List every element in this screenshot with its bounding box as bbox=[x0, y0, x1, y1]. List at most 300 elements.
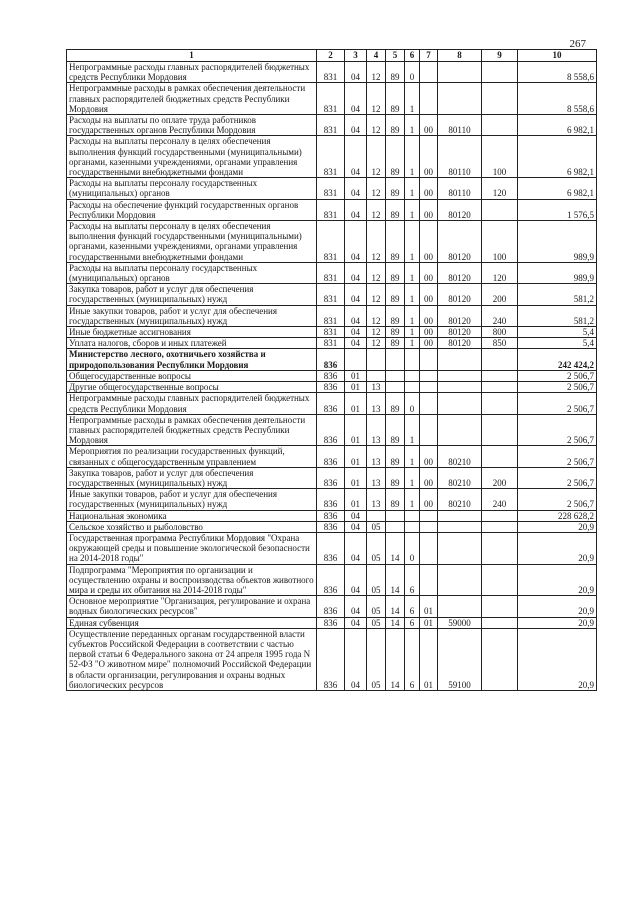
event-code-cell bbox=[420, 62, 438, 83]
expense-type-code-cell bbox=[482, 521, 518, 532]
event-code-cell: 00 bbox=[420, 199, 438, 220]
subprogram-code-cell: 1 bbox=[405, 414, 420, 446]
direction-code-cell: 80210 bbox=[438, 446, 482, 467]
subprogram-code-cell: 0 bbox=[405, 393, 420, 414]
event-code-cell bbox=[420, 414, 438, 446]
section-code-cell: 04 bbox=[345, 115, 367, 136]
table-row bbox=[67, 178, 597, 199]
expense-name-cell: Закупка товаров, работ и услуг для обеспечения государственных (муниципальных) нужд bbox=[67, 284, 317, 305]
subsection-code-cell: 05 bbox=[367, 564, 386, 596]
table-row bbox=[67, 510, 597, 521]
subsection-code-cell: 12 bbox=[367, 221, 386, 263]
direction-code-cell bbox=[438, 370, 482, 381]
section-code-cell bbox=[345, 349, 367, 370]
amount-cell: 989,9 bbox=[518, 221, 597, 263]
expense-type-code-cell bbox=[482, 510, 518, 521]
subsection-code-cell: 12 bbox=[367, 178, 386, 199]
expense-name-cell: Национальная экономика bbox=[67, 510, 317, 521]
expense-type-code-cell bbox=[482, 62, 518, 83]
program-code-cell: 14 bbox=[386, 628, 405, 690]
event-code-cell bbox=[420, 532, 438, 564]
direction-code-cell: 80110 bbox=[438, 178, 482, 199]
program-code-cell: 89 bbox=[386, 178, 405, 199]
amount-cell: 2 506,7 bbox=[518, 370, 597, 381]
program-code-cell: 89 bbox=[386, 284, 405, 305]
ministry-code-cell: 836 bbox=[317, 628, 345, 690]
ministry-code-cell: 831 bbox=[317, 338, 345, 349]
amount-cell: 2 506,7 bbox=[518, 414, 597, 446]
program-code-cell: 89 bbox=[386, 83, 405, 115]
subprogram-code-cell bbox=[405, 382, 420, 393]
expense-type-code-cell: 800 bbox=[482, 327, 518, 338]
ministry-code-cell: 836 bbox=[317, 349, 345, 370]
subsection-code-cell: 12 bbox=[367, 338, 386, 349]
amount-cell: 6 982,1 bbox=[518, 136, 597, 178]
column-header: 7 bbox=[420, 50, 438, 62]
subprogram-code-cell: 1 bbox=[405, 305, 420, 326]
column-header: 5 bbox=[386, 50, 405, 62]
subprogram-code-cell bbox=[405, 349, 420, 370]
expense-name-cell: Другие общегосударственные вопросы bbox=[67, 382, 317, 393]
amount-cell: 2 506,7 bbox=[518, 382, 597, 393]
event-code-cell: 00 bbox=[420, 284, 438, 305]
subprogram-code-cell: 6 bbox=[405, 564, 420, 596]
expense-name-cell: Уплата налогов, сборов и иных платежей bbox=[67, 338, 317, 349]
table-row bbox=[67, 532, 597, 564]
column-header: 1 bbox=[67, 50, 317, 62]
direction-code-cell bbox=[438, 596, 482, 617]
subsection-code-cell: 05 bbox=[367, 596, 386, 617]
subsection-code-cell: 13 bbox=[367, 382, 386, 393]
section-code-cell: 04 bbox=[345, 199, 367, 220]
amount-cell: 1 576,5 bbox=[518, 199, 597, 220]
expense-name-cell: Закупка товаров, работ и услуг для обеспечения государственных (муниципальных) нужд bbox=[67, 467, 317, 488]
subprogram-code-cell: 1 bbox=[405, 221, 420, 263]
ministry-code-cell: 831 bbox=[317, 262, 345, 283]
direction-code-cell: 80120 bbox=[438, 262, 482, 283]
subsection-code-cell: 05 bbox=[367, 532, 386, 564]
direction-code-cell: 80120 bbox=[438, 327, 482, 338]
table-row bbox=[67, 199, 597, 220]
subsection-code-cell: 13 bbox=[367, 467, 386, 488]
direction-code-cell bbox=[438, 414, 482, 446]
subsection-code-cell: 13 bbox=[367, 414, 386, 446]
direction-code-cell bbox=[438, 532, 482, 564]
event-code-cell: 00 bbox=[420, 221, 438, 263]
program-code-cell: 89 bbox=[386, 489, 405, 510]
subprogram-code-cell: 1 bbox=[405, 467, 420, 488]
subprogram-code-cell: 1 bbox=[405, 327, 420, 338]
column-header: 8 bbox=[438, 50, 482, 62]
amount-cell: 8 558,6 bbox=[518, 62, 597, 83]
expense-type-code-cell bbox=[482, 596, 518, 617]
direction-code-cell bbox=[438, 510, 482, 521]
section-code-cell: 04 bbox=[345, 178, 367, 199]
ministry-code-cell: 836 bbox=[317, 393, 345, 414]
expense-name-cell: Расходы на выплаты персоналу в целях обеспечения выполнения функций государственными (муниципальными) органами, казенными учреждениями, органами управления государственными внебюджетными фондами bbox=[67, 136, 317, 178]
section-code-cell: 01 bbox=[345, 370, 367, 381]
program-code-cell: 14 bbox=[386, 596, 405, 617]
amount-cell: 2 506,7 bbox=[518, 446, 597, 467]
direction-code-cell bbox=[438, 349, 482, 370]
program-code-cell: 89 bbox=[386, 262, 405, 283]
event-code-cell: 01 bbox=[420, 628, 438, 690]
direction-code-cell bbox=[438, 564, 482, 596]
event-code-cell: 00 bbox=[420, 262, 438, 283]
expense-type-code-cell bbox=[482, 617, 518, 628]
expense-name-cell: Министерство лесного, охотничьего хозяйства и природопользования Республики Мордовия bbox=[67, 349, 317, 370]
table-row bbox=[67, 338, 597, 349]
amount-cell: 228 628,2 bbox=[518, 510, 597, 521]
direction-code-cell bbox=[438, 521, 482, 532]
program-code-cell: 14 bbox=[386, 532, 405, 564]
section-code-cell: 04 bbox=[345, 628, 367, 690]
program-code-cell: 89 bbox=[386, 305, 405, 326]
expense-type-code-cell: 240 bbox=[482, 305, 518, 326]
section-code-cell: 04 bbox=[345, 596, 367, 617]
ministry-code-cell: 836 bbox=[317, 414, 345, 446]
expense-name-cell: Общегосударственные вопросы bbox=[67, 370, 317, 381]
subprogram-code-cell: 1 bbox=[405, 446, 420, 467]
subsection-code-cell: 05 bbox=[367, 628, 386, 690]
expense-type-code-cell bbox=[482, 382, 518, 393]
table-row bbox=[67, 262, 597, 283]
direction-code-cell: 80210 bbox=[438, 467, 482, 488]
direction-code-cell: 80120 bbox=[438, 338, 482, 349]
amount-cell: 20,9 bbox=[518, 596, 597, 617]
program-code-cell: 89 bbox=[386, 414, 405, 446]
ministry-code-cell: 831 bbox=[317, 136, 345, 178]
program-code-cell: 14 bbox=[386, 564, 405, 596]
direction-code-cell: 80120 bbox=[438, 199, 482, 220]
subprogram-code-cell: 1 bbox=[405, 262, 420, 283]
subsection-code-cell bbox=[367, 349, 386, 370]
event-code-cell: 00 bbox=[420, 115, 438, 136]
subsection-code-cell: 12 bbox=[367, 115, 386, 136]
program-code-cell: 89 bbox=[386, 393, 405, 414]
ministry-code-cell: 836 bbox=[317, 521, 345, 532]
subprogram-code-cell: 1 bbox=[405, 83, 420, 115]
event-code-cell bbox=[420, 510, 438, 521]
table-row bbox=[67, 83, 597, 115]
section-code-cell: 01 bbox=[345, 382, 367, 393]
amount-cell: 8 558,6 bbox=[518, 83, 597, 115]
column-header: 4 bbox=[367, 50, 386, 62]
amount-cell: 581,2 bbox=[518, 305, 597, 326]
expense-type-code-cell bbox=[482, 628, 518, 690]
program-code-cell: 89 bbox=[386, 327, 405, 338]
ministry-code-cell: 831 bbox=[317, 83, 345, 115]
direction-code-cell: 80110 bbox=[438, 136, 482, 178]
expense-name-cell: Иные закупки товаров, работ и услуг для обеспечения государственных (муниципальных) нужд bbox=[67, 489, 317, 510]
amount-cell: 2 506,7 bbox=[518, 393, 597, 414]
expense-type-code-cell bbox=[482, 414, 518, 446]
section-code-cell: 04 bbox=[345, 62, 367, 83]
program-code-cell bbox=[386, 382, 405, 393]
column-header: 6 bbox=[405, 50, 420, 62]
event-code-cell bbox=[420, 382, 438, 393]
direction-code-cell: 80210 bbox=[438, 489, 482, 510]
expense-type-code-cell: 240 bbox=[482, 489, 518, 510]
subprogram-code-cell: 1 bbox=[405, 136, 420, 178]
ministry-code-cell: 836 bbox=[317, 382, 345, 393]
expense-type-code-cell: 120 bbox=[482, 178, 518, 199]
subsection-code-cell: 12 bbox=[367, 305, 386, 326]
section-code-cell: 04 bbox=[345, 564, 367, 596]
amount-cell: 5,4 bbox=[518, 327, 597, 338]
table-row bbox=[67, 489, 597, 510]
column-header: 3 bbox=[345, 50, 367, 62]
direction-code-cell: 80110 bbox=[438, 115, 482, 136]
ministry-code-cell: 836 bbox=[317, 510, 345, 521]
amount-cell: 6 982,1 bbox=[518, 115, 597, 136]
subprogram-code-cell: 6 bbox=[405, 628, 420, 690]
direction-code-cell bbox=[438, 62, 482, 83]
direction-code-cell: 59100 bbox=[438, 628, 482, 690]
direction-code-cell bbox=[438, 382, 482, 393]
event-code-cell: 00 bbox=[420, 178, 438, 199]
budget-table bbox=[66, 49, 597, 691]
section-code-cell: 04 bbox=[345, 305, 367, 326]
expense-name-cell: Расходы на выплаты по оплате труда работников государственных органов Республики Мордовия bbox=[67, 115, 317, 136]
event-code-cell: 01 bbox=[420, 596, 438, 617]
section-code-cell: 04 bbox=[345, 284, 367, 305]
column-header: 10 bbox=[518, 50, 597, 62]
program-code-cell: 89 bbox=[386, 221, 405, 263]
ministry-code-cell: 831 bbox=[317, 327, 345, 338]
amount-cell: 20,9 bbox=[518, 617, 597, 628]
event-code-cell: 01 bbox=[420, 617, 438, 628]
program-code-cell: 89 bbox=[386, 446, 405, 467]
subprogram-code-cell: 1 bbox=[405, 489, 420, 510]
expense-name-cell: Иные бюджетные ассигнования bbox=[67, 327, 317, 338]
direction-code-cell bbox=[438, 83, 482, 115]
table-row bbox=[67, 221, 597, 263]
expense-name-cell: Расходы на обеспечение функций государственных органов Республики Мордовия bbox=[67, 199, 317, 220]
expense-type-code-cell: 100 bbox=[482, 221, 518, 263]
expense-type-code-cell: 120 bbox=[482, 262, 518, 283]
subsection-code-cell: 12 bbox=[367, 284, 386, 305]
column-header: 2 bbox=[317, 50, 345, 62]
event-code-cell: 00 bbox=[420, 136, 438, 178]
event-code-cell: 00 bbox=[420, 327, 438, 338]
section-code-cell: 04 bbox=[345, 221, 367, 263]
ministry-code-cell: 836 bbox=[317, 446, 345, 467]
event-code-cell bbox=[420, 83, 438, 115]
expense-type-code-cell: 200 bbox=[482, 284, 518, 305]
table-row bbox=[67, 382, 597, 393]
subsection-code-cell: 12 bbox=[367, 136, 386, 178]
column-header: 9 bbox=[482, 50, 518, 62]
program-code-cell bbox=[386, 521, 405, 532]
direction-code-cell: 59000 bbox=[438, 617, 482, 628]
table-row bbox=[67, 628, 597, 690]
program-code-cell bbox=[386, 349, 405, 370]
event-code-cell bbox=[420, 521, 438, 532]
ministry-code-cell: 836 bbox=[317, 467, 345, 488]
subprogram-code-cell: 1 bbox=[405, 284, 420, 305]
expense-type-code-cell bbox=[482, 393, 518, 414]
amount-cell: 5,4 bbox=[518, 338, 597, 349]
amount-cell: 20,9 bbox=[518, 532, 597, 564]
amount-cell: 6 982,1 bbox=[518, 178, 597, 199]
table-row bbox=[67, 393, 597, 414]
direction-code-cell: 80120 bbox=[438, 305, 482, 326]
expense-type-code-cell bbox=[482, 564, 518, 596]
expense-name-cell: Мероприятия по реализации государственных функций, связанных с общегосударственным управлением bbox=[67, 446, 317, 467]
event-code-cell: 00 bbox=[420, 489, 438, 510]
table-row bbox=[67, 115, 597, 136]
amount-cell: 581,2 bbox=[518, 284, 597, 305]
amount-cell: 20,9 bbox=[518, 521, 597, 532]
expense-name-cell: Расходы на выплаты персоналу государственных (муниципальных) органов bbox=[67, 262, 317, 283]
program-code-cell: 89 bbox=[386, 338, 405, 349]
subsection-code-cell: 12 bbox=[367, 83, 386, 115]
page-number: 267 bbox=[569, 38, 586, 50]
expense-type-code-cell: 200 bbox=[482, 467, 518, 488]
expense-type-code-cell bbox=[482, 370, 518, 381]
program-code-cell: 89 bbox=[386, 115, 405, 136]
subsection-code-cell: 12 bbox=[367, 327, 386, 338]
expense-type-code-cell bbox=[482, 446, 518, 467]
ministry-code-cell: 831 bbox=[317, 62, 345, 83]
expense-name-cell: Непрограммные расходы в рамках обеспечения деятельности главных распорядителей бюджетных средств Республики Мордовия bbox=[67, 414, 317, 446]
table-header-row bbox=[67, 50, 597, 62]
table-row bbox=[67, 62, 597, 83]
amount-cell: 20,9 bbox=[518, 628, 597, 690]
section-code-cell: 04 bbox=[345, 338, 367, 349]
subsection-code-cell: 12 bbox=[367, 199, 386, 220]
expense-type-code-cell: 100 bbox=[482, 136, 518, 178]
ministry-code-cell: 831 bbox=[317, 305, 345, 326]
expense-type-code-cell bbox=[482, 83, 518, 115]
event-code-cell bbox=[420, 370, 438, 381]
subsection-code-cell bbox=[367, 510, 386, 521]
expense-name-cell: Непрограммные расходы главных распорядителей бюджетных средств Республики Мордовия bbox=[67, 62, 317, 83]
ministry-code-cell: 836 bbox=[317, 532, 345, 564]
section-code-cell: 04 bbox=[345, 521, 367, 532]
subsection-code-cell: 05 bbox=[367, 617, 386, 628]
expense-name-cell: Государственная программа Республики Мордовия "Охрана окружающей среды и повышение экологической безопасности на 2014-2018 годы" bbox=[67, 532, 317, 564]
subsection-code-cell: 12 bbox=[367, 262, 386, 283]
expense-name-cell: Расходы на выплаты персоналу в целях обеспечения выполнения функций государственными (муниципальными) органами, казенными учреждениями, органами управления государственными внебюджетными фондами bbox=[67, 221, 317, 263]
ministry-code-cell: 831 bbox=[317, 115, 345, 136]
section-code-cell: 04 bbox=[345, 327, 367, 338]
expense-name-cell: Иные закупки товаров, работ и услуг для обеспечения государственных (муниципальных) нужд bbox=[67, 305, 317, 326]
subsection-code-cell: 05 bbox=[367, 521, 386, 532]
section-code-cell: 01 bbox=[345, 393, 367, 414]
table-row bbox=[67, 370, 597, 381]
expense-name-cell: Расходы на выплаты персоналу государственных (муниципальных) органов bbox=[67, 178, 317, 199]
program-code-cell: 89 bbox=[386, 136, 405, 178]
direction-code-cell bbox=[438, 393, 482, 414]
table-row bbox=[67, 446, 597, 467]
program-code-cell: 89 bbox=[386, 467, 405, 488]
section-code-cell: 04 bbox=[345, 532, 367, 564]
subprogram-code-cell: 1 bbox=[405, 178, 420, 199]
event-code-cell: 00 bbox=[420, 467, 438, 488]
event-code-cell bbox=[420, 564, 438, 596]
expense-name-cell: Подпрограмма "Мероприятия по организации и осуществлению охраны и воспроизводства объектов животного мира и среды их обитания на 2014-2018 годы" bbox=[67, 564, 317, 596]
subprogram-code-cell: 0 bbox=[405, 532, 420, 564]
program-code-cell: 89 bbox=[386, 199, 405, 220]
table-row bbox=[67, 305, 597, 326]
amount-cell: 2 506,7 bbox=[518, 489, 597, 510]
direction-code-cell: 80120 bbox=[438, 221, 482, 263]
subsection-code-cell bbox=[367, 370, 386, 381]
table-row bbox=[67, 327, 597, 338]
event-code-cell: 00 bbox=[420, 305, 438, 326]
program-code-cell bbox=[386, 370, 405, 381]
table-row bbox=[67, 521, 597, 532]
subprogram-code-cell: 1 bbox=[405, 115, 420, 136]
ministry-code-cell: 831 bbox=[317, 199, 345, 220]
event-code-cell: 00 bbox=[420, 446, 438, 467]
program-code-cell bbox=[386, 510, 405, 521]
subsection-code-cell: 12 bbox=[367, 62, 386, 83]
table-row bbox=[67, 467, 597, 488]
table-row bbox=[67, 284, 597, 305]
subprogram-code-cell bbox=[405, 510, 420, 521]
amount-cell: 989,9 bbox=[518, 262, 597, 283]
subsection-code-cell: 13 bbox=[367, 393, 386, 414]
subprogram-code-cell bbox=[405, 370, 420, 381]
expense-type-code-cell bbox=[482, 199, 518, 220]
expense-name-cell: Единая субвенция bbox=[67, 617, 317, 628]
subsection-code-cell: 13 bbox=[367, 446, 386, 467]
ministry-code-cell: 836 bbox=[317, 370, 345, 381]
section-code-cell: 04 bbox=[345, 617, 367, 628]
subsection-code-cell: 13 bbox=[367, 489, 386, 510]
amount-cell: 20,9 bbox=[518, 564, 597, 596]
expense-name-cell: Основное мероприятие "Организация, регулирование и охрана водных биологических ресурсов" bbox=[67, 596, 317, 617]
event-code-cell bbox=[420, 393, 438, 414]
subprogram-code-cell: 6 bbox=[405, 596, 420, 617]
section-code-cell: 01 bbox=[345, 414, 367, 446]
amount-cell: 242 424,2 bbox=[518, 349, 597, 370]
ministry-code-cell: 836 bbox=[317, 596, 345, 617]
subprogram-code-cell: 1 bbox=[405, 199, 420, 220]
expense-name-cell: Сельское хозяйство и рыболовство bbox=[67, 521, 317, 532]
section-code-cell: 04 bbox=[345, 83, 367, 115]
section-code-cell: 01 bbox=[345, 446, 367, 467]
subprogram-code-cell: 0 bbox=[405, 62, 420, 83]
table-row bbox=[67, 349, 597, 370]
expense-name-cell: Непрограммные расходы главных распорядителей бюджетных средств Республики Мордовия bbox=[67, 393, 317, 414]
ministry-code-cell: 836 bbox=[317, 564, 345, 596]
expense-name-cell: Непрограммные расходы в рамках обеспечения деятельности главных распорядителей бюджетных средств Республики Мордовия bbox=[67, 83, 317, 115]
table-row bbox=[67, 414, 597, 446]
table-row bbox=[67, 136, 597, 178]
ministry-code-cell: 831 bbox=[317, 221, 345, 263]
table-row bbox=[67, 596, 597, 617]
ministry-code-cell: 831 bbox=[317, 178, 345, 199]
section-code-cell: 04 bbox=[345, 262, 367, 283]
expense-type-code-cell bbox=[482, 115, 518, 136]
expense-type-code-cell bbox=[482, 349, 518, 370]
event-code-cell bbox=[420, 349, 438, 370]
subprogram-code-cell: 1 bbox=[405, 338, 420, 349]
table-row bbox=[67, 617, 597, 628]
expense-name-cell: Осуществление переданных органам государственной власти субъектов Российской Федерации в соответствии с частью первой статьи 6 Федерального закона от 24 апреля 1995 года N 52-ФЗ "О животном мире" полномочий Российской Федерации в области организации, регулирования и охраны водных биологических ресурсов bbox=[67, 628, 317, 690]
expense-type-code-cell: 850 bbox=[482, 338, 518, 349]
table-row bbox=[67, 564, 597, 596]
section-code-cell: 01 bbox=[345, 489, 367, 510]
ministry-code-cell: 831 bbox=[317, 284, 345, 305]
program-code-cell: 14 bbox=[386, 617, 405, 628]
direction-code-cell: 80120 bbox=[438, 284, 482, 305]
subprogram-code-cell bbox=[405, 521, 420, 532]
